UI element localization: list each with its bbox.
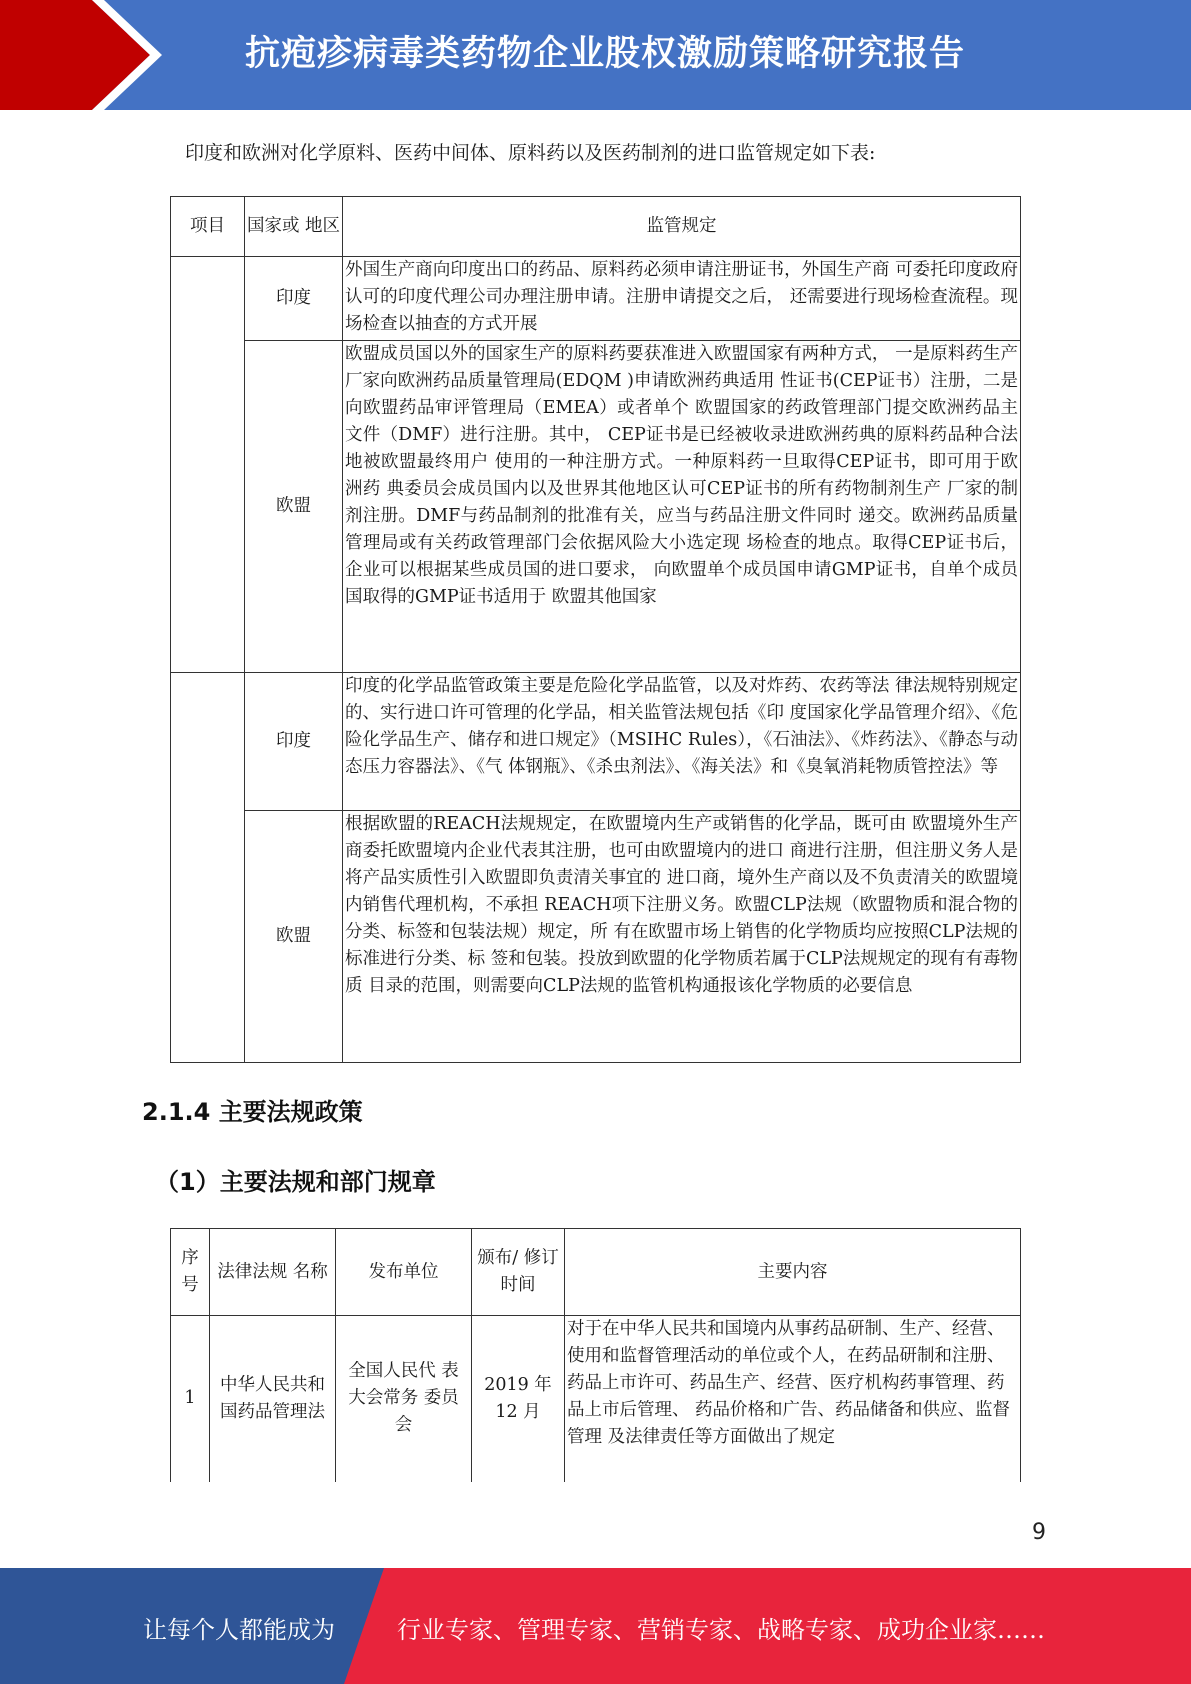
rule-cell: 根据欧盟的REACH法规规定，在欧盟境内生产或销售的化学品，既可由 欧盟境外生产商委托欧盟境内企业代表其注册，也可由欧盟境内的进口 商进行注册，但注册义务人是将产品实质性引入欧盟即负责清关事宜的 进口商，境外生产商以及不负责清关的欧盟境内销售代理机构，不承担 REACH项下注册义务。欧盟CLP法规（欧盟物质和混合物的分类、标签和包装法规）规定，所 有在欧盟市场上销售的化学物质均应按照CLP法规的标准进行分类、标 签和包装。投放到欧盟的化学物质若属于CLP法规规定的现有有毒物质 目录的范围，则需要向CLP法规的监管机构通报该化学物质的必要信息 (343, 811, 1021, 1063)
region-cell: 印度 (245, 673, 343, 811)
law-issuer: 全国人民代 表大会常务 委员会 (336, 1316, 472, 1482)
page-footer (0, 1568, 1191, 1684)
section-heading: 2.1.4 主要法规政策 (142, 1098, 363, 1126)
region-cell: 印度 (245, 257, 343, 341)
table-row (171, 257, 1021, 341)
page-number: 9 (1032, 1520, 1046, 1545)
header-content: 主要内容 (565, 1229, 1021, 1316)
header-date: 颁布/ 修订 时间 (472, 1229, 565, 1316)
subsection-heading: （1）主要法规和部门规章 (155, 1168, 436, 1196)
page-header (0, 0, 1191, 110)
import-regulation-table (170, 196, 1021, 1063)
table-header-row (171, 1229, 1021, 1316)
table-row (171, 811, 1021, 1063)
intro-paragraph: 印度和欧洲对化学原料、医药中间体、原料药以及医药制剂的进口监管规定如下表: (185, 142, 876, 164)
rule-cell: 印度的化学品监管政策主要是危险化学品监管，以及对炸药、农药等法 律法规特别规定的、实行进口许可管理的化学品，相关监管法规包括《印 度国家化学品管理介绍》、《危险化学品生产、储存和进口规定》（MSIHC Rules），《石油法》、《炸药法》、《静态与动态压力容器法》、《气 体钢瓶》、《杀虫剂法》、《海关法》和《臭氧消耗物质管控法》等 (343, 673, 1021, 811)
header-name: 法律法规 名称 (210, 1229, 336, 1316)
table-row (171, 1316, 1021, 1482)
table-row (171, 673, 1021, 811)
region-cell: 欧盟 (245, 341, 343, 673)
header-no: 序号 (171, 1229, 210, 1316)
law-content: 对于在中华人民共和国境内从事药品研制、生产、经营、使用和监督管理活动的单位或个人，在药品研制和注册、药品上市许可、药品生产、经营、医疗机构药事管理、药品上市后管理、 药品价格和广告、药品储备和供应、监督管理 及法律责任等方面做出了规定 (565, 1316, 1021, 1482)
rule-cell: 外国生产商向印度出口的药品、原料药必须申请注册证书，外国生产商 可委托印度政府认可的印度代理公司办理注册申请。注册申请提交之后， 还需要进行现场检查流程。现场检查以抽查的方式开展 (343, 257, 1021, 341)
header-issuer: 发布单位 (336, 1229, 472, 1316)
row-number: 1 (171, 1316, 210, 1482)
laws-table (170, 1228, 1021, 1482)
header-region: 国家或 地区 (245, 197, 343, 257)
footer-slogan-right: 行业专家、管理专家、营销专家、战略专家、成功企业家…… (397, 1616, 1045, 1644)
header-item: 项目 (171, 197, 245, 257)
category-cell (171, 257, 245, 673)
table-header-row (171, 197, 1021, 257)
table-row (171, 341, 1021, 673)
header-rule: 监管规定 (343, 197, 1021, 257)
rule-cell: 欧盟成员国以外的国家生产的原料药要获准进入欧盟国家有两种方式， 一是原料药生产厂家向欧洲药品质量管理局(EDQM )申请欧洲药典适用 性证书(CEP证书）注册，二是向欧盟药品审评管理局（EMEA）或者单个 欧盟国家的药政管理部门提交欧洲药品主文件（DMF）进行注册。其中， CEP证书是已经被收录进欧洲药典的原料药品种合法地被欧盟最终用户 使用的一种注册方式。一种原料药一旦取得CEP证书，即可用于欧洲药 典委员会成员国内以及世界其他地区认可CEP证书的所有药物制剂生产 厂家的制剂注册。DMF与药品制剂的批准有关，应当与药品注册文件同时 递交。欧洲药品质量管理局或有关药政管理部门会依据风险大小选定现 场检查的地点。取得CEP证书后，企业可以根据某些成员国的进口要求， 向欧盟单个成员国申请GMP证书，自单个成员国取得的GMP证书适用于 欧盟其他国家 (343, 341, 1021, 673)
footer-slogan-left: 让每个人都能成为 (143, 1616, 335, 1644)
region-cell: 欧盟 (245, 811, 343, 1063)
law-date: 2019 年 12 月 (472, 1316, 565, 1482)
law-name: 中华人民共和国药品管理法 (210, 1316, 336, 1482)
report-title: 抗疱疹病毒类药物企业股权激励策略研究报告 (245, 34, 966, 74)
category-cell (171, 673, 245, 1063)
